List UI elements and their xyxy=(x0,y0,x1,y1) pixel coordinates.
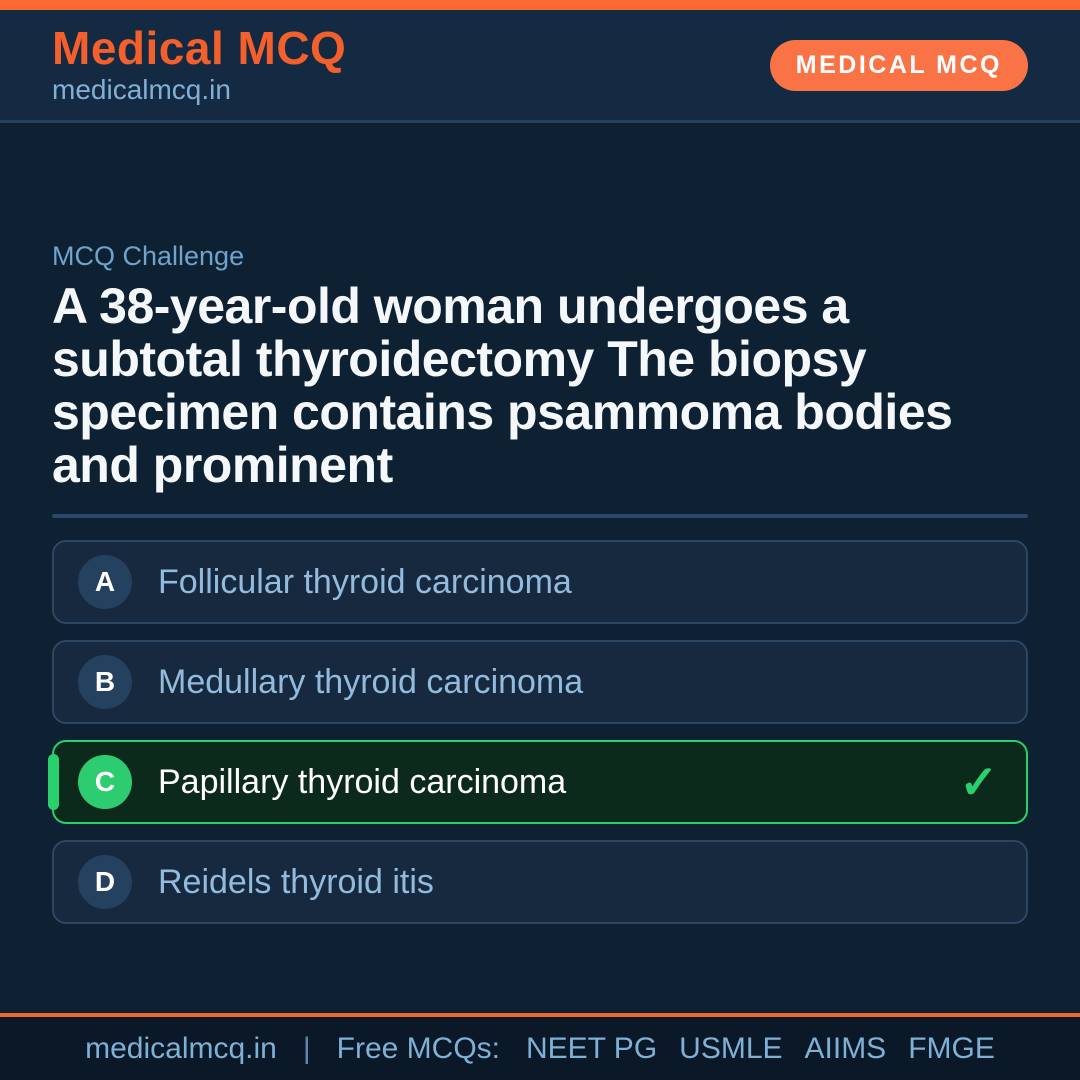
option-c-badge: C xyxy=(78,755,132,809)
footer-exam-fmge: FMGE xyxy=(908,1031,995,1065)
brand-title: Medical MCQ xyxy=(52,21,347,74)
footer xyxy=(0,1013,1080,1080)
footer-exam-aiims: AIIMS xyxy=(804,1031,887,1065)
footer-label: Free MCQs: xyxy=(336,1031,500,1065)
option-c-label: Papillary thyroid carcinoma xyxy=(158,762,567,801)
footer-exam-usmle: USMLE xyxy=(679,1031,783,1065)
option-d-badge: D xyxy=(78,855,132,909)
option-a-badge: A xyxy=(78,555,132,609)
option-b-badge: B xyxy=(78,655,132,709)
option-b-label: Medullary thyroid carcinoma xyxy=(158,662,584,701)
question-label: MCQ Challenge xyxy=(52,241,245,271)
brand-subtitle: medicalmcq.in xyxy=(52,74,231,106)
option-d-label: Reidels thyroid itis xyxy=(158,862,434,901)
top-accent-strip xyxy=(0,0,1080,10)
option-d[interactable] xyxy=(52,840,1028,924)
brand-badge: MEDICAL MCQ xyxy=(770,40,1028,91)
footer-separator: | xyxy=(302,1031,311,1065)
brand-block xyxy=(52,21,347,106)
divider xyxy=(52,514,1028,518)
footer-exam-neetpg: NEET PG xyxy=(526,1031,658,1065)
footer-site: medicalmcq.in xyxy=(85,1031,277,1065)
option-b[interactable] xyxy=(52,640,1028,724)
footer-exams xyxy=(526,1032,995,1066)
check-icon: ✓ xyxy=(959,756,998,808)
question-text: A 38-year-old woman undergoes a subtotal thyroidectomy The biopsy specimen contains psammoma bodies and prominent xyxy=(52,278,953,493)
option-c-correct[interactable] xyxy=(52,740,1028,824)
option-a[interactable] xyxy=(52,540,1028,624)
correct-accent-bar xyxy=(48,754,59,810)
options-list xyxy=(52,540,1028,924)
header xyxy=(0,10,1080,123)
option-a-label: Follicular thyroid carcinoma xyxy=(158,562,572,601)
question-section xyxy=(0,123,1080,1013)
